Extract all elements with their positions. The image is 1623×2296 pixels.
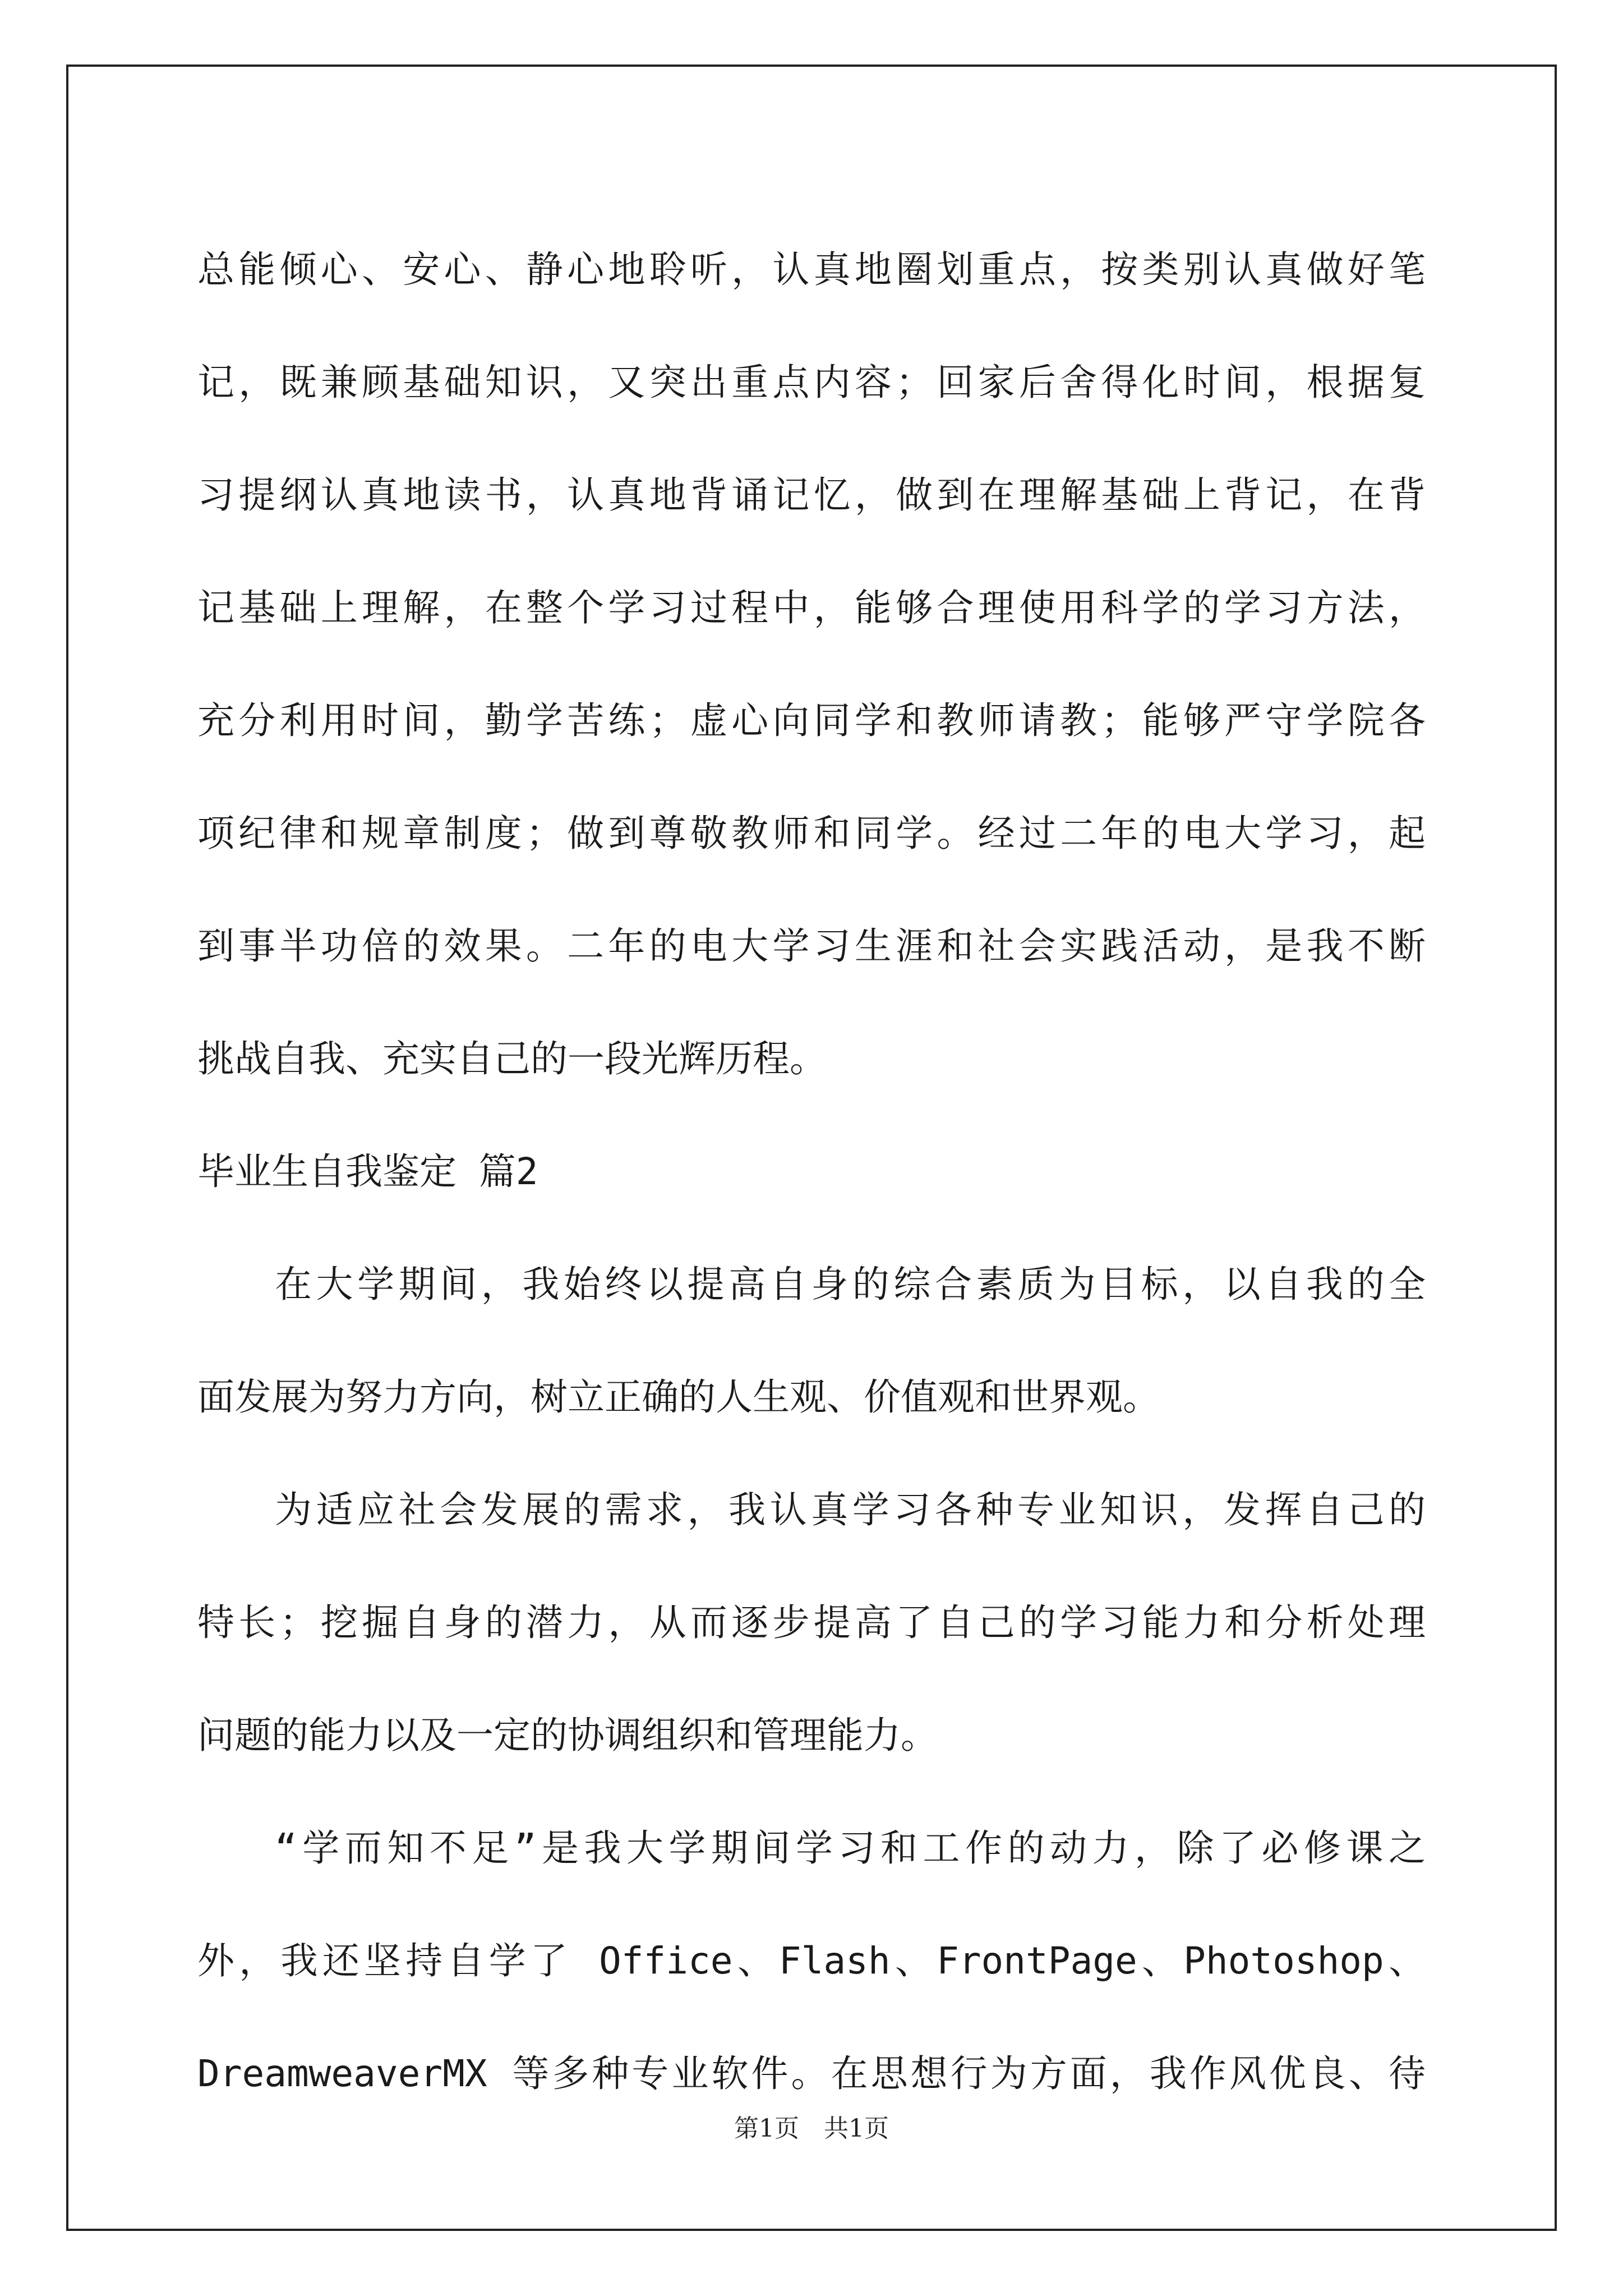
text-line: “学而知不足”是我大学期间学习和工作的动力，除了必修课之 xyxy=(275,1826,1426,1870)
section-heading: 毕业生自我鉴定 篇2 xyxy=(197,1150,538,1193)
document-body xyxy=(197,213,1426,2130)
text-line: 特长；挖掘自身的潜力，从而逐步提高了自己的学习能力和分析处理 xyxy=(197,1601,1426,1644)
text-line: 挑战自我、充实自己的一段光辉历程。 xyxy=(197,1037,827,1080)
text-line: 总能倾心、安心、静心地聆听，认真地圈划重点，按类别认真做好笔 xyxy=(197,248,1426,291)
text-line: 外，我还坚持自学了 Office、Flash、FrontPage、Photoshop、 xyxy=(197,1939,1426,1982)
text-line: 面发展为努力方向，树立正确的人生观、价值观和世界观。 xyxy=(197,1375,1160,1419)
text-line: 到事半功倍的效果。二年的电大学习生涯和社会实践活动，是我不断 xyxy=(197,924,1426,968)
text-line: 充分利用时间，勤学苦练；虚心向同学和教师请教；能够严守学院各 xyxy=(197,699,1426,742)
text-line: DreamweaverMX 等多种专业软件。在思想行为方面，我作风优良、待 xyxy=(197,2052,1426,2095)
text-line: 为适应社会发展的需求，我认真学习各种专业知识，发挥自己的 xyxy=(275,1488,1426,1531)
text-line: 问题的能力以及一定的协调组织和管理能力。 xyxy=(197,1714,938,1757)
text-line: 在大学期间，我始终以提高自身的综合素质为目标，以自我的全 xyxy=(275,1263,1426,1306)
text-line: 记，既兼顾基础知识，又突出重点内容；回家后舍得化时间，根据复 xyxy=(197,361,1426,404)
text-line: 习提纲认真地读书，认真地背诵记忆，做到在理解基础上背记，在背 xyxy=(197,473,1426,517)
page-footer: 第1页 共1页 xyxy=(734,2114,889,2143)
text-line: 项纪律和规章制度；做到尊敬教师和同学。经过二年的电大学习，起 xyxy=(197,812,1426,855)
text-line: 记基础上理解，在整个学习过程中，能够合理使用科学的学习方法， xyxy=(197,586,1426,629)
